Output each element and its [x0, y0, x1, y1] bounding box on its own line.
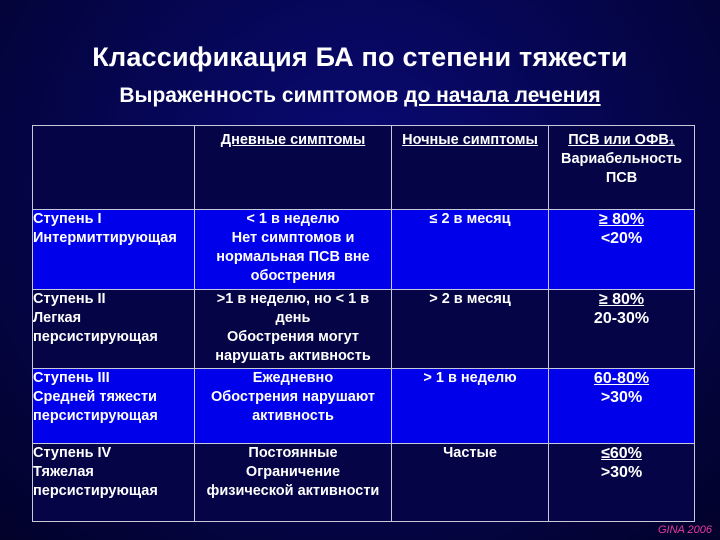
night-symptoms-cell: ≤ 2 в месяц	[392, 210, 549, 290]
stage-cell: Ступень II Легкая персистирующая	[33, 290, 195, 369]
pef-cell: 60-80% >30%	[549, 369, 695, 444]
day-symptoms-cell: < 1 в неделю Нет симптомов и нормальная ПСВ вне обострения	[195, 210, 392, 290]
severity-table	[32, 125, 695, 522]
header-empty-cell	[33, 126, 195, 210]
header-pef	[549, 126, 695, 210]
night-symptoms-cell: Частые	[392, 444, 549, 522]
header-pef-line2: Вариабельность	[560, 151, 683, 167]
subtitle-underlined: до начала лечения	[404, 84, 601, 107]
pef-cell: ≤60% >30%	[549, 444, 695, 522]
header-pef-line1: ПСВ или ОФВ₁	[568, 132, 675, 148]
night-symptoms-cell: > 1 в неделю	[392, 369, 549, 444]
header-day-symptoms: Дневные симптомы	[195, 126, 392, 210]
slide-subtitle	[0, 84, 720, 108]
stage-cell: Ступень I Интермиттирующая	[33, 210, 195, 290]
day-symptoms-cell: >1 в неделю, но < 1 в день Обострения могут нарушать активность	[195, 290, 392, 369]
table-row	[33, 210, 695, 290]
pef-cell: ≥ 80% <20%	[549, 210, 695, 290]
subtitle-prefix: Выраженность симптомов	[119, 84, 405, 107]
table-header-row	[33, 126, 695, 210]
day-symptoms-cell: Ежедневно Обострения нарушают активность	[195, 369, 392, 444]
night-symptoms-cell: > 2 в месяц	[392, 290, 549, 369]
day-symptoms-cell: Постоянные Ограничение физической активности	[195, 444, 392, 522]
stage-cell: Ступень IV Тяжелая персистирующая	[33, 444, 195, 522]
header-night-symptoms: Ночные симптомы	[392, 126, 549, 210]
source-footer: GINA 2006	[657, 524, 712, 536]
header-pef-line3: ПСВ	[605, 170, 638, 186]
slide-title: Классификация БА по степени тяжести	[92, 42, 628, 72]
table-row	[33, 444, 695, 522]
pef-cell: ≥ 80% 20-30%	[549, 290, 695, 369]
stage-cell: Ступень III Средней тяжести персистирующая	[33, 369, 195, 444]
table-row	[33, 290, 695, 369]
table-row	[33, 369, 695, 444]
